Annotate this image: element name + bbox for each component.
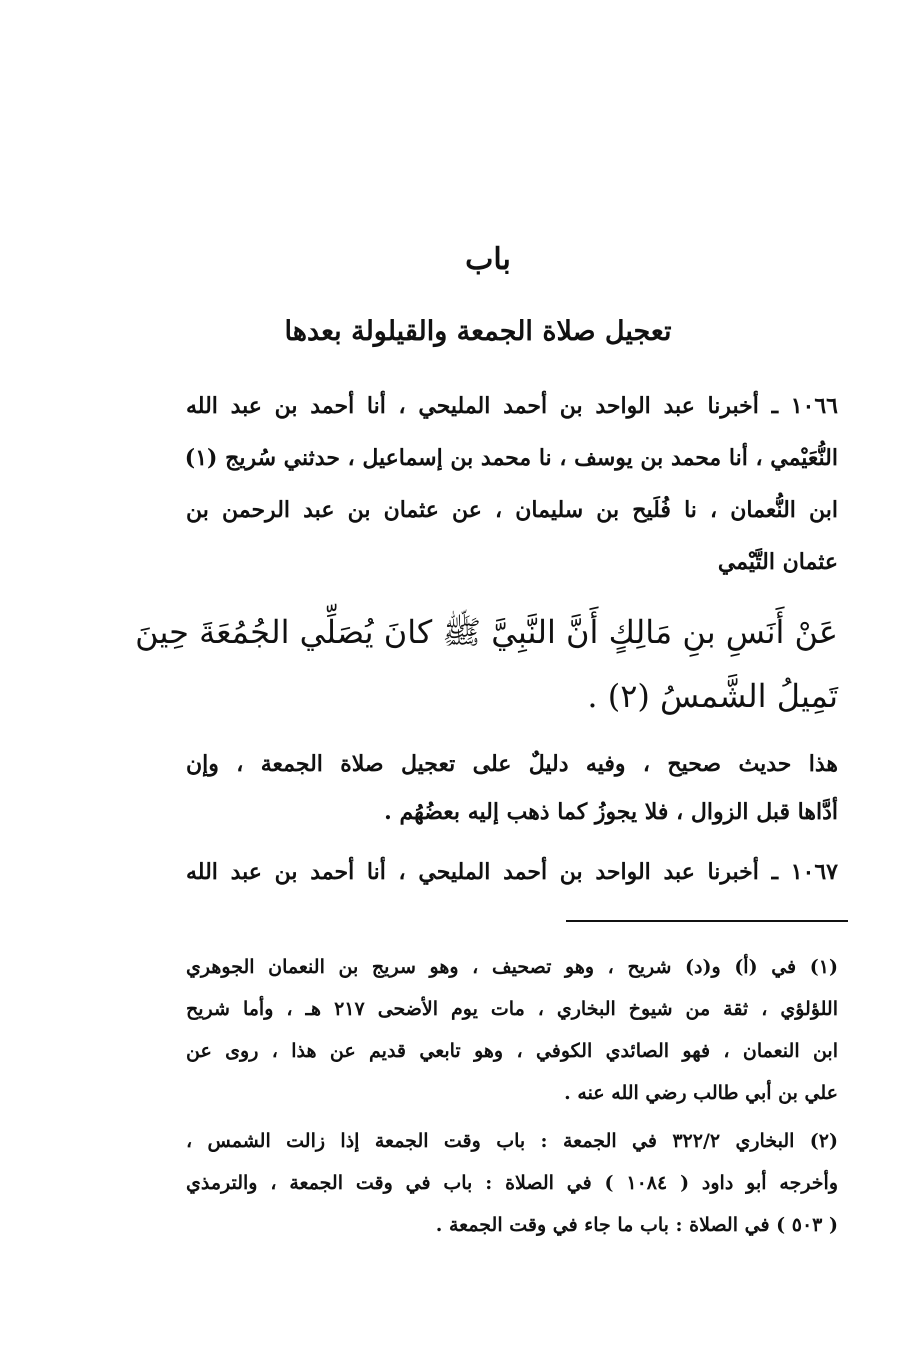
hadith-matn (135, 600, 838, 728)
commentary-line: أدَّاها قبل الزوال ، فلا يجوزُ كما ذهب إليه بعضُهُم . (384, 799, 838, 825)
matn-line: تَمِيلُ الشَّمسُ (٢) . (587, 677, 838, 715)
hadith-commentary (186, 740, 838, 836)
matn-line: عَنْ أَنَسِ بنِ مَالِكٍ أَنَّ النَّبِيَّ ﷺ كانَ يُصَلِّي الجُمُعَةَ حِينَ (135, 613, 838, 651)
section-heading: باب (465, 242, 511, 277)
footnote-line: علي بن أبي طالب رضي الله عنه . (564, 1082, 838, 1104)
footnote-line: اللؤلؤي ، ثقة من شيوخ البخاري ، مات يوم الأضحى ٢١٧ هـ ، وأما شريح (186, 998, 838, 1020)
isnad-line: النُّعَيْمي ، أنا محمد بن يوسف ، نا محمد بن إسماعيل ، حدثني سُريج (١) (184, 445, 838, 471)
isnad-line: عثمان التَّيْمي (717, 549, 838, 575)
isnad-line: ١٠٦٦ ـ أخبرنا عبد الواحد بن أحمد المليحي ، أنا أحمد بن عبد الله (186, 393, 838, 419)
commentary-line: هذا حديث صحيح ، وفيه دليلٌ على تعجيل صلاة الجمعة ، وإن (186, 751, 838, 777)
footnote-line: ( ٥٠٣ ) في الصلاة : باب ما جاء في وقت الجمعة . (435, 1214, 838, 1236)
footnote-line: وأخرجه أبو داود ( ١٠٨٤ ) في الصلاة : باب في وقت الجمعة ، والترمذي (186, 1172, 838, 1194)
footnote-2 (186, 1120, 838, 1246)
footnote-line: (١) في (أ) و(د) شريح ، وهو تصحيف ، وهو سريج بن النعمان الجوهري (186, 956, 838, 978)
footnote-1 (186, 946, 838, 1114)
hadith-1067-isnad (186, 850, 838, 894)
footnote-line: ابن النعمان ، فهو الصائدي الكوفي ، وهو تابعي قديم عن هذا ، روى عن (186, 1040, 838, 1062)
footnote-line: (٢) البخاري ٣٢٢/٢ في الجمعة : باب وقت الجمعة إذا زالت الشمس ، (186, 1130, 839, 1152)
isnad-line: ١٠٦٧ ـ أخبرنا عبد الواحد بن أحمد المليحي ، أنا أحمد بن عبد الله (186, 859, 838, 885)
hadith-1066-isnad (186, 380, 838, 588)
chapter-title: تعجيل صلاة الجمعة والقيلولة بعدها (284, 316, 672, 347)
footnote-separator (566, 920, 848, 922)
isnad-line: ابن النُّعمان ، نا فُلَيح بن سليمان ، عن عثمان بن عبد الرحمن بن (186, 497, 838, 523)
